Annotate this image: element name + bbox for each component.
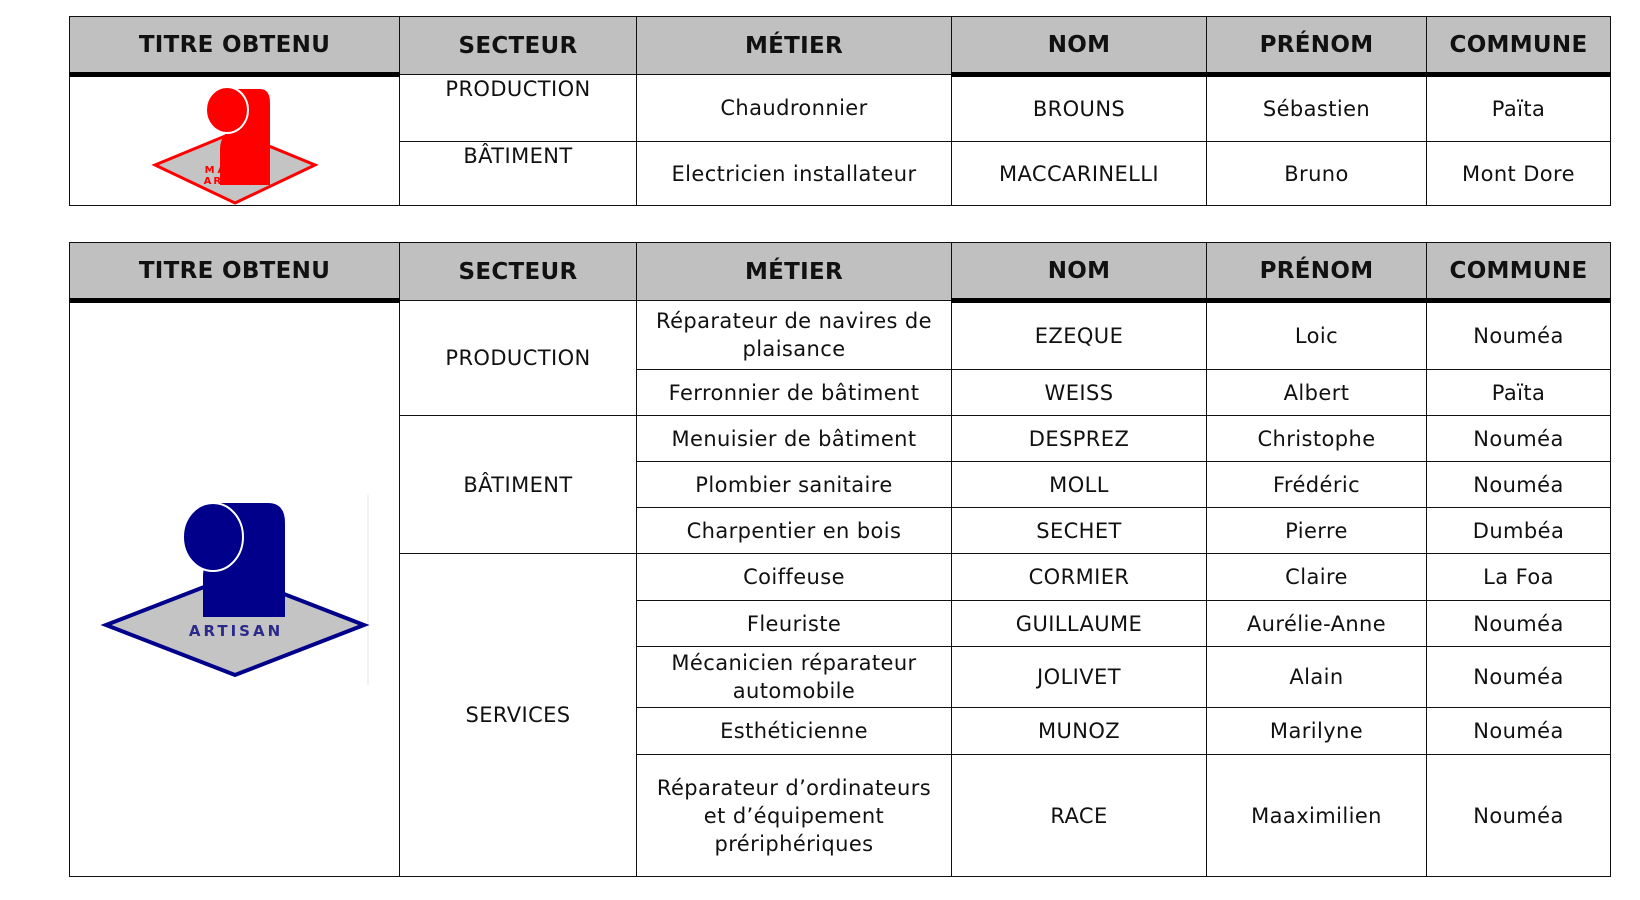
metier-cell: Esthéticienne	[637, 708, 952, 755]
maitre-artisan-table	[69, 16, 1611, 206]
header-secteur: SECTEUR	[400, 243, 637, 301]
commune-cell: Nouméa	[1427, 416, 1611, 462]
prenom-cell: Marilyne	[1207, 708, 1427, 755]
metier-cell: Ferronnier de bâtiment	[637, 370, 952, 416]
prenom-cell: Pierre	[1207, 508, 1427, 554]
table-row	[70, 301, 1611, 370]
table-header-row	[70, 17, 1611, 75]
nom-cell: WEISS	[952, 370, 1207, 416]
header-nom: NOM	[952, 17, 1207, 75]
metier-cell: Electricien installateur	[637, 142, 952, 206]
header-secteur: SECTEUR	[400, 17, 637, 75]
nom-cell: GUILLAUME	[952, 601, 1207, 647]
header-titre: TITRE OBTENU	[70, 243, 400, 301]
svg-text:ARTISAN: ARTISAN	[188, 621, 283, 640]
commune-cell: Nouméa	[1427, 601, 1611, 647]
commune-cell: La Foa	[1427, 554, 1611, 601]
header-prenom: PRÉNOM	[1207, 243, 1427, 301]
prenom-cell: Aurélie-Anne	[1207, 601, 1427, 647]
secteur-cell: PRODUCTION	[400, 301, 637, 416]
table-row	[70, 75, 1611, 142]
nom-cell: MACCARINELLI	[952, 142, 1207, 206]
prenom-cell: Frédéric	[1207, 462, 1427, 508]
metier-cell: Réparateur de navires de plaisance	[637, 301, 952, 370]
header-metier: MÉTIER	[637, 243, 952, 301]
svg-text:ARTISAN: ARTISAN	[203, 176, 266, 187]
prenom-cell: Claire	[1207, 554, 1427, 601]
maitre-artisan-logo-icon	[150, 77, 320, 205]
commune-cell: Nouméa	[1427, 301, 1611, 370]
metier-cell: Mécanicien réparateur automobile	[637, 647, 952, 708]
nom-cell: SECHET	[952, 508, 1207, 554]
commune-cell: Nouméa	[1427, 755, 1611, 877]
titre-cell	[70, 301, 400, 877]
titre-cell	[70, 75, 400, 206]
commune-cell: Païta	[1427, 75, 1611, 142]
header-commune: COMMUNE	[1427, 17, 1611, 75]
prenom-cell: Christophe	[1207, 416, 1427, 462]
secteur-cell: BÂTIMENT	[400, 416, 637, 554]
artisan-table	[69, 242, 1611, 877]
nom-cell: CORMIER	[952, 554, 1207, 601]
nom-cell: DESPREZ	[952, 416, 1207, 462]
metier-cell: Réparateur d’ordinateurs et d’équipement prériphériques	[637, 755, 952, 877]
prenom-cell: Alain	[1207, 647, 1427, 708]
header-commune: COMMUNE	[1427, 243, 1611, 301]
header-nom: NOM	[952, 243, 1207, 301]
commune-cell: Dumbéa	[1427, 508, 1611, 554]
nom-cell: MUNOZ	[952, 708, 1207, 755]
nom-cell: BROUNS	[952, 75, 1207, 142]
prenom-cell: Sébastien	[1207, 75, 1427, 142]
commune-cell: Nouméa	[1427, 647, 1611, 708]
nom-cell: MOLL	[952, 462, 1207, 508]
secteur-cell: BÂTIMENT	[400, 142, 637, 206]
commune-cell: Nouméa	[1427, 708, 1611, 755]
metier-cell: Coiffeuse	[637, 554, 952, 601]
metier-cell: Fleuriste	[637, 601, 952, 647]
metier-cell: Charpentier en bois	[637, 508, 952, 554]
secteur-cell: SERVICES	[400, 554, 637, 877]
header-metier: MÉTIER	[637, 17, 952, 75]
secteur-cell: PRODUCTION	[400, 75, 637, 142]
prenom-cell: Bruno	[1207, 142, 1427, 206]
commune-cell: Païta	[1427, 370, 1611, 416]
nom-cell: EZEQUE	[952, 301, 1207, 370]
commune-cell: Mont Dore	[1427, 142, 1611, 206]
metier-cell: Chaudronnier	[637, 75, 952, 142]
nom-cell: RACE	[952, 755, 1207, 877]
table-header-row	[70, 243, 1611, 301]
nom-cell: JOLIVET	[952, 647, 1207, 708]
metier-cell: Menuisier de bâtiment	[637, 416, 952, 462]
header-titre: TITRE OBTENU	[70, 17, 400, 75]
header-prenom: PRÉNOM	[1207, 17, 1427, 75]
prenom-cell: Maaximilien	[1207, 755, 1427, 877]
commune-cell: Nouméa	[1427, 462, 1611, 508]
prenom-cell: Loic	[1207, 301, 1427, 370]
metier-cell: Plombier sanitaire	[637, 462, 952, 508]
prenom-cell: Albert	[1207, 370, 1427, 416]
svg-text:MAITRE: MAITRE	[204, 165, 265, 176]
artisan-logo-icon	[100, 495, 370, 685]
